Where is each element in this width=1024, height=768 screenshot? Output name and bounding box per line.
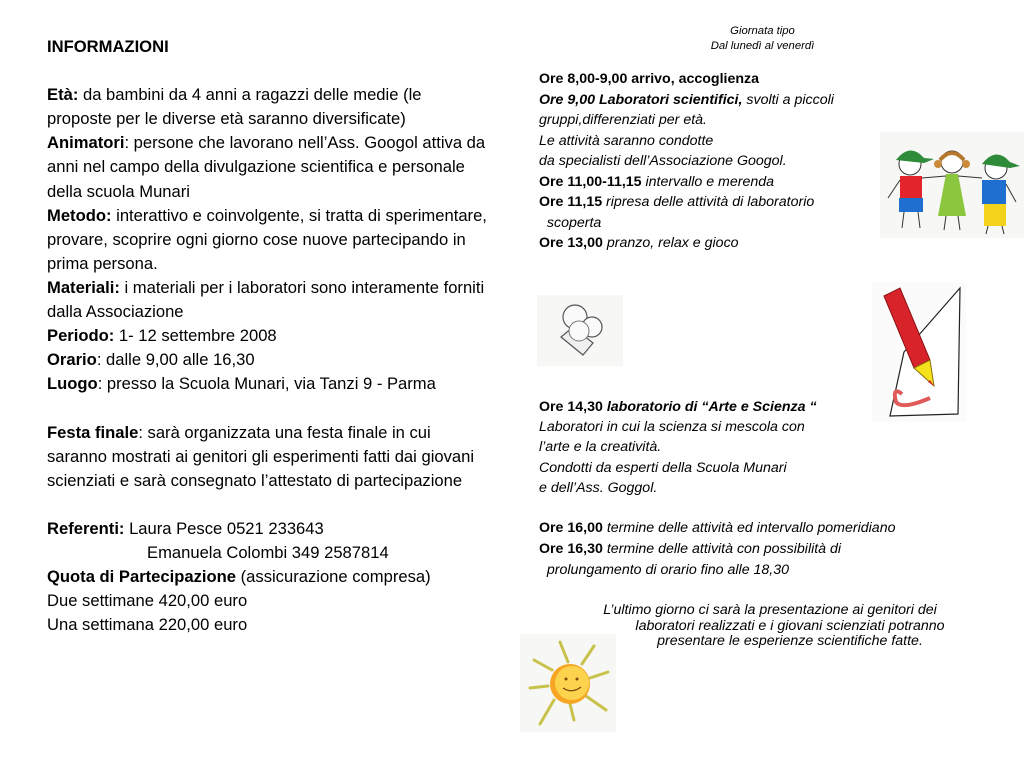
festa-paragraph [47,421,487,493]
luogo-paragraph [47,372,487,396]
chef-hat-illustration [537,295,623,366]
schedule-header-title: Giornata tipo [730,25,795,37]
chef-hat-icon [537,295,623,366]
eta-paragraph [47,83,487,131]
schedule-desc: scoperta [542,214,602,231]
price-one-week: Una settimana 220,00 euro [47,615,248,635]
referente-2: Emanuela Colombi 349 2587814 [147,542,389,562]
schedule-row [539,539,979,560]
schedule-desc: Le attività saranno condotte [539,132,714,149]
orario-label: Orario [47,350,97,370]
animatori-label: Animatori [47,133,125,153]
schedule-time: Ore 16,30 [539,540,603,557]
quota-label: Quota di Partecipazione [47,567,237,587]
schedule-time: Ore 9,00 Laboratori scientifici, [539,91,743,108]
orario-text: : dalle 9,00 alle 16,30 [96,350,255,370]
closing-line: presentare le esperienze scientifiche fatte. [657,633,923,650]
schedule-desc: l’arte e la creatività. [539,439,662,456]
periodo-label: Periodo: [47,326,115,346]
schedule-time: Ore 13,00 [539,235,603,251]
schedule-line [539,110,979,131]
schedule-desc: pranzo, relax e gioco [602,235,739,251]
end-schedule [539,518,979,580]
schedule-desc: Condotti da esperti della Scuola Munari [539,459,787,476]
pencil-illustration [872,282,966,422]
schedule-desc: e dell’Ass. Goggol. [539,479,658,496]
schedule-time: Ore 8,00-9,00 arrivo, accoglienza [539,71,760,87]
info-title: INFORMAZIONI [47,37,169,56]
sun-illustration [520,634,616,732]
schedule-row [539,560,979,581]
materiali-text: i materiali per i laboratori sono interamente forniti dalla Associazione [47,277,485,322]
materiali-label: Materiali: [47,277,120,297]
festa-text: : sarà organizzata una festa finale in cui saranno mostrati ai genitori gli esperimenti fatti dai giovani scienziati e sarà consegnato l’attestato di partecipazione [47,422,475,490]
schedule-desc: termine delle attività con possibilità di [602,540,842,557]
schedule-desc: svolti a piccoli [742,91,834,108]
schedule-desc: Laboratori in cui la scienza si mescola con [539,419,805,436]
schedule-time: Ore 16,00 [539,520,603,536]
schedule-line [539,437,979,457]
orario-paragraph [47,348,487,372]
schedule-desc: intervallo e merenda [641,173,775,190]
children-illustration [880,132,1024,238]
schedule-header-days: Dal lunedì al venerdì [710,39,815,52]
animatori-paragraph [47,131,487,203]
materiali-paragraph [47,276,487,324]
schedule-desc: ripresa delle attività di laboratorio [602,194,815,210]
schedule-time: Ore 14,30 [539,399,603,415]
luogo-text: : presso la Scuola Munari, via Tanzi 9 - Parma [97,374,436,394]
sun-icon [520,634,616,732]
referenti-label: Referenti: [47,518,125,538]
metodo-text: interattivo e coinvolgente, si tratta di sperimentare, provare, scoprire ogni giorno cose nuove partecipando in prima persona. [47,205,487,273]
eta-label: Età: [47,85,79,105]
schedule-header [650,24,875,53]
schedule-desc: gruppi,differenziati per età. [539,112,707,128]
price-two-weeks: Due settimane 420,00 euro [47,591,248,611]
schedule-line [539,458,979,478]
metodo-paragraph [47,204,487,276]
eta-text: da bambini da 4 anni a ragazzi delle medie (le proposte per le diverse età saranno diversificate) [47,85,422,129]
periodo-text: 1- 12 settembre 2008 [114,326,277,346]
schedule-line [539,478,979,498]
referenti-paragraph [47,517,487,541]
periodo-paragraph [47,324,487,348]
quota-paragraph [47,565,487,589]
animatori-text: : persone che lavorano nell’Ass. Googol attiva da anni nel campo della divulgazione scientifica e personale della scuola Munari [47,133,486,201]
referente-1: Laura Pesce 0521 233643 [124,518,324,538]
children-icon [880,132,1024,238]
schedule-time: Ore 11,00-11,15 [539,173,642,190]
metodo-label: Metodo: [47,205,112,225]
festa-label: Festa finale [47,422,139,442]
luogo-label: Luogo [47,374,98,394]
schedule-time: Ore 11,15 [539,194,603,210]
quota-text: (assicurazione compresa) [236,567,431,587]
closing-line: laboratori realizzati e i giovani scienziati potranno [635,617,945,634]
schedule-row [539,90,979,111]
closing-line: L’ultimo giorno ci sarà la presentazione ai genitori dei [603,602,937,618]
schedule-row [539,518,979,539]
info-section [47,35,487,637]
schedule-desc: termine delle attività ed intervallo pomeridiano [602,520,896,536]
schedule-desc: da specialisti dell’Associazione Googol. [539,153,787,169]
schedule-desc: prolungamento di orario fino alle 18,30 [542,561,790,578]
schedule-desc: laboratorio di “Arte e Scienza “ [602,399,817,415]
schedule-row [539,69,979,90]
pencil-icon [872,282,966,422]
